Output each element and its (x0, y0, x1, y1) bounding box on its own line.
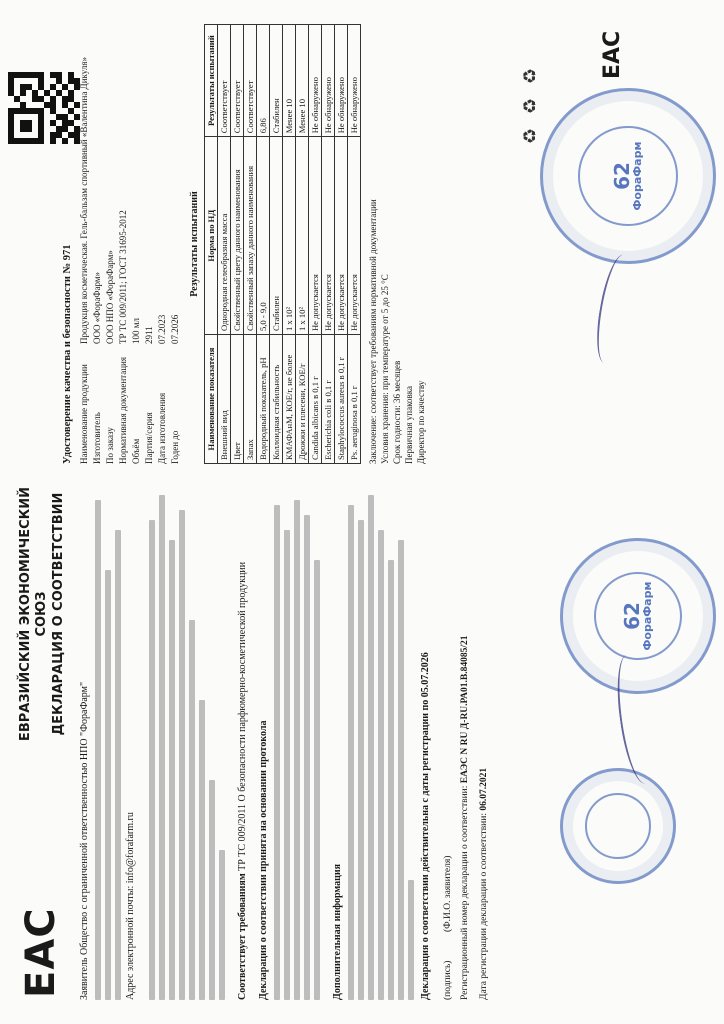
table-cell: Соответствует (218, 25, 231, 137)
table-cell: Соответствует (231, 25, 244, 137)
declaration-header (18, 464, 67, 764)
reg-date: 06.07.2021 (479, 767, 489, 811)
shelf-life: Срок годности: 36 месяцев (392, 360, 402, 464)
declaration-stamp-small (560, 768, 676, 884)
extra-info-label: Дополнительная информация (332, 863, 343, 1000)
registration-date-line (478, 480, 491, 1000)
stamp-number: 62 (620, 602, 644, 630)
certificate-signature (591, 252, 638, 365)
table-row (335, 25, 348, 464)
certificate-field-value: 2911 (144, 326, 154, 344)
certificate-field-row (157, 24, 168, 464)
conclusion: Заключение: соответствует требованиям нормативной документации (368, 199, 378, 464)
table-cell: Водородный показатель, pH (257, 335, 270, 464)
signer-label: (Ф.И.О. заявителя) (443, 855, 453, 933)
certificate-field-value: 07.2026 (170, 314, 180, 344)
table-cell: Соответствует (244, 25, 257, 137)
table-row (244, 25, 257, 464)
certificate-field-row (170, 24, 181, 464)
table-cell: 1 х 10² (283, 137, 296, 335)
table-cell: Свойственный цвету данного наименования (231, 137, 244, 335)
table-cell: Стабилен (270, 137, 283, 335)
table-cell: 6,86 (257, 25, 270, 137)
signature-label: (подпись) (443, 960, 453, 1000)
table-cell: КМАФАнМ, КОЕ/г, не более (283, 335, 296, 464)
reg-date-label: Дата регистрации декларации о соответствии: (479, 813, 489, 1000)
certificate-stamp (540, 88, 716, 264)
table-cell: Не обнаружено (309, 25, 322, 137)
table-cell: Не допускается (309, 137, 322, 335)
certificate-field-row (79, 24, 90, 464)
results-title: Результаты испытаний (189, 191, 200, 297)
table-row (348, 25, 361, 464)
certificate-field-label: Годен до (170, 430, 180, 464)
table-cell: Однородная гелеобразная масса (218, 137, 231, 335)
certificate-title: Удостоверение качества и безопасности № 971 (62, 244, 73, 464)
certificate-field-value: ООО «ФораФарм» (92, 271, 102, 344)
table-cell: Не обнаружено (335, 25, 348, 137)
stamp-name: ФораФарм (641, 581, 654, 651)
table-cell: Свойственный запаху данного наименования (244, 137, 257, 335)
certificate-field-label: Объём (131, 438, 141, 464)
certificate-stamp-name: ФораФарм (631, 141, 644, 211)
certificate-field-value: ТР ТС 009/2011; ГОСТ 31695-2012 (118, 210, 128, 344)
table-cell: Цвет (231, 335, 244, 464)
table-row (257, 25, 270, 464)
tech-reg-line (236, 480, 249, 1000)
recycle-icon: ♻ (520, 127, 541, 144)
certificate-field-row (131, 24, 142, 464)
certificate-field-value: 07.2023 (157, 314, 167, 344)
table-cell: Не допускается (322, 137, 335, 335)
certificate-field-row (105, 24, 116, 464)
table-row (218, 25, 231, 464)
table-row (231, 25, 244, 464)
table-row (296, 25, 309, 464)
certificate-stamp-number: 62 (610, 162, 634, 190)
table-cell: Не допускается (335, 137, 348, 335)
validity-line (420, 480, 431, 1000)
union-title: ЕВРАЗИЙСКИЙ ЭКОНОМИЧЕСКИЙ СОЮЗ (18, 486, 50, 742)
validity-label: Декларация о соответствии действительна с даты регистрации по (420, 699, 431, 1000)
validity-date: 05.07.2026 (420, 652, 431, 698)
certificate-field-label: По заказу (105, 427, 115, 464)
results-column-header: Наименование показателя (205, 335, 218, 464)
reg-number-label: Регистрационный номер декларации о соответствии: (460, 785, 470, 1000)
table-row (309, 25, 322, 464)
tech-reg-label: Соответствует требованиям (237, 873, 248, 1000)
table-row (322, 25, 335, 464)
declaration-title: ДЕКЛАРАЦИЯ О СООТВЕТСТВИИ (50, 492, 66, 736)
results-column-header: Норма по НД (205, 137, 218, 335)
certificate-field-value: ООО НПО «ФораФарм» (105, 250, 115, 344)
certificate-field-label: Наименование продукции (79, 364, 89, 464)
table-cell: Не допускается (348, 137, 361, 335)
tech-reg-value: ТР ТС 009/2011 О безопасности парфюмерно-косметической продукции (237, 561, 248, 871)
table-cell: 1 х 10² (296, 137, 309, 335)
table-cell: Стабилен (270, 25, 283, 137)
storage-conditions: Условия хранения: при температуре от 5 до 25 °С (380, 274, 390, 464)
table-cell: Запах (244, 335, 257, 464)
applicant-line: Заявитель Общество с ограниченной ответственностью НПО "ФораФарм" (79, 681, 90, 1000)
reg-number: ЕАЭС N RU Д-RU.РА01.В.84085/21 (460, 635, 470, 784)
table-cell: Коллоидная стабильность (270, 335, 283, 464)
results-body (218, 25, 361, 464)
table-cell: Не обнаружено (322, 25, 335, 137)
results-column-header: Результаты испытаний (205, 25, 218, 137)
certificate-fields (79, 24, 181, 464)
table-cell: Staphylococcus aureus в 0,1 г (335, 335, 348, 464)
recycle-icon: ♻ (520, 97, 541, 114)
certificate-field-label: Партия/серия (144, 412, 154, 464)
table-cell: Candida albicans в 0,1 г (309, 335, 322, 464)
email-line: Адрес электронной почты: info@forafarm.ru (125, 812, 136, 1000)
recycle-icon: ♻ (520, 67, 541, 84)
quality-certificate (62, 24, 427, 464)
table-cell: Escherichia coli в 0,1 г (322, 335, 335, 464)
table-cell: Не обнаружено (348, 25, 361, 137)
declaration-body (78, 480, 491, 1000)
eac-mark: EAC (18, 907, 64, 998)
certificate-field-value: 100 мл (131, 318, 141, 344)
certificate-field-row (118, 24, 129, 464)
table-cell: Внешний вид (218, 335, 231, 464)
certificate-field-label: Изготовитель (92, 412, 102, 464)
certificate-footer (367, 24, 427, 464)
certificate-field-row (144, 24, 155, 464)
table-cell: Менее 10 (283, 25, 296, 137)
table-cell: 5,0 - 9,0 (257, 137, 270, 335)
certificate-field-value: Продукция косметическая. Гель-бальзам спортивный «Валентина Дикуля» (79, 57, 89, 344)
results-table (204, 24, 361, 464)
certificate-field-label: Нормативная документация (118, 357, 128, 464)
results-header-row (205, 25, 218, 464)
signature-row (443, 480, 453, 1000)
basis-label: Декларация о соответствии принята на основании протокола (258, 720, 269, 1000)
registration-number-line (459, 480, 472, 1000)
signer-title: Директор по качеству (416, 380, 426, 464)
packaging: Первичная упаковка (404, 386, 414, 464)
certificate-field-label: Дата изготовления (157, 392, 167, 464)
table-row (283, 25, 296, 464)
certificate-eac-mark: EAC (600, 30, 625, 79)
table-cell: Ps. aeruginosa в 0,1 г (348, 335, 361, 464)
table-row (270, 25, 283, 464)
certificate-field-row (92, 24, 103, 464)
table-cell: Менее 10 (296, 25, 309, 137)
table-cell: Дрожжи и плесени, КОЕ/г (296, 335, 309, 464)
